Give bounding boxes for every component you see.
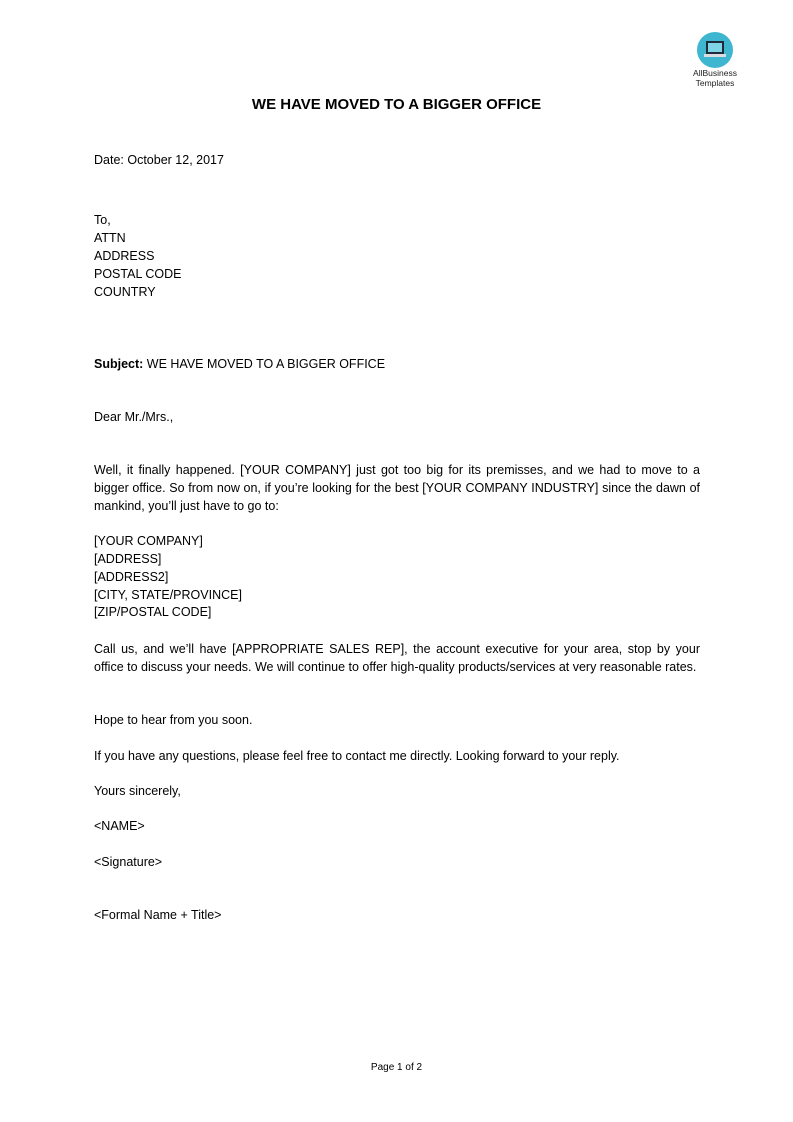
logo-text-line1: AllBusiness [693, 68, 737, 78]
recipient-postal-code: POSTAL CODE [94, 267, 182, 281]
questions-line: If you have any questions, please feel free to contact me directly. Looking forward to your reply. [94, 749, 620, 763]
address-zip: [ZIP/POSTAL CODE] [94, 605, 212, 619]
recipient-country: COUNTRY [94, 285, 156, 299]
document-title: WE HAVE MOVED TO A BIGGER OFFICE [251, 96, 542, 113]
subject-text: WE HAVE MOVED TO A BIGGER OFFICE [146, 357, 386, 371]
address-company: [YOUR COMPANY] [94, 534, 203, 548]
intro-paragraph: Well, it finally happened. [YOUR COMPANY] just got too big for its premisses, and we had to move to a bigger office. So from now on, if you’re looking for the best [YOUR COMPANY INDUSTRY] since the dawn of mankind, you’ll just have to go to: [94, 463, 700, 513]
subject-line [94, 357, 385, 371]
laptop-icon [702, 39, 728, 61]
recipient-address: ADDRESS [94, 249, 155, 263]
recipient-attn: ATTN [94, 231, 126, 245]
letter-date: Date: October 12, 2017 [94, 153, 224, 167]
recipient-to: To, [94, 213, 111, 227]
subject-label: Subject: [94, 357, 144, 371]
closing-line: Yours sincerely, [94, 784, 181, 798]
address-line1: [ADDRESS] [94, 552, 162, 566]
logo-badge [697, 32, 733, 68]
salutation: Dear Mr./Mrs., [94, 410, 174, 424]
signature-placeholder: <Signature> [94, 855, 163, 869]
hope-line: Hope to hear from you soon. [94, 713, 253, 727]
formal-name-title: <Formal Name + Title> [94, 908, 222, 922]
name-placeholder: <NAME> [94, 819, 145, 833]
brand-logo [683, 32, 747, 88]
address-line2: [ADDRESS2] [94, 570, 169, 584]
call-paragraph: Call us, and we’ll have [APPROPRIATE SALES REP], the account executive for your area, stop by your office to discuss your needs. We will continue to offer high-quality products/services at very reasonable rates. [94, 642, 700, 674]
address-city: [CITY, STATE/PROVINCE] [94, 588, 242, 602]
page-number: Page 1 of 2 [370, 1062, 423, 1073]
logo-text-line2: Templates [695, 78, 735, 88]
